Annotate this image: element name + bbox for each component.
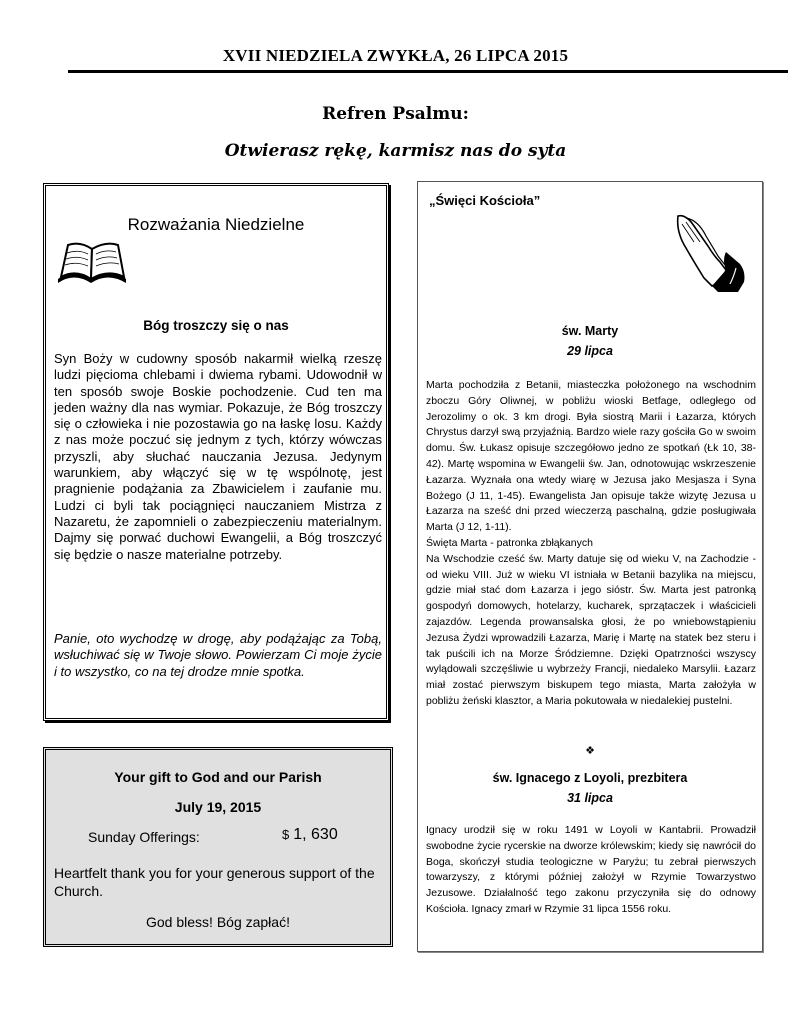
offerings-blessing: God bless! Bóg zapłać! xyxy=(146,914,290,930)
saint-marta-paragraph: Na Wschodzie cześć św. Marty datuje się od wieku V, na Zachodzie - od wieku VIII. Już w wieku VI istniała w Betanii bazylika na miejscu, gdzie miał stać dom Łazarza i jego sióstr. Św. Marta jest patronką gospodyń domowych, hotelarzy, kucharek, sprzątaczek i właścicieli zajazdów. Legenda prowansalska głosi, że po wniebowstąpieniu Jezusa Żydzi wprowadzili Łazarza, Marię i Martę na statek bez steru i tak puścili ich na Morze Śródziemne. Dzięki Opatrzności wszyscy wylądowali szczęśliwie u wybrzeży Francji, niedaleko Marsylii. Łazarz miał zostać pierwszym biskupem tego miasta, Marta założyła w pobliżu żeński klasztor, a Maria pokutowała w niedalekiej pustelni. xyxy=(426,552,756,707)
bulletin-date-title: XVII NIEDZIELA ZWYKŁA, 26 LIPCA 2015 xyxy=(222,46,569,65)
saint-marta-paragraph: Marta pochodziła z Betanii, miasteczka położonego na wschodnim zboczu Góry Oliwnej, w pobliżu wioski Betfage, odległego od Jerozolimy o ok. 3 km drogi. Była siostrą Marii i Łazarza, których Chrystus darzył swą przyjaźnią. Bardzo wiele razy gościła Go w swoim domu. Św. Łukasz opisuje szczegółowo jedno ze spotkań (Łk 10, 38-42). Martę wspomina w Ewangelii św. Jan, odnotowując wskrzeszenie Łazarza. Wyznała ona wtedy wiarę w Jezusa jako Mesjasza i Syna Bożego (J 11, 1-45). Ewangelista Jan opisuje także wizytę Jezusa u Łazarza na sześć dni przed wieczerzą paschalną, gdzie posługiwała Marta (J 12, 1-11). xyxy=(426,379,756,534)
open-book-icon xyxy=(54,239,130,289)
offerings-label: Sunday Offerings: xyxy=(88,829,200,845)
saint-marta-body xyxy=(426,378,756,710)
saints-box xyxy=(417,181,763,952)
praying-hands-icon xyxy=(664,212,752,294)
ornament-divider: ❖ xyxy=(585,745,595,757)
offerings-thanks: Heartfelt thank you for your generous support of the Church. xyxy=(54,865,375,899)
saint-marta-name: św. Marty xyxy=(561,324,619,338)
offerings-amount xyxy=(282,826,338,844)
saint-ignacy-body: Ignacy urodził się w roku 1491 w Loyoli w Kantabrii. Prowadził swobodne życie rycerskie na dworze królewskim; kiedy się nawrócił do Boga, skończył studia teologiczne w Paryżu; tu zebrał pierwszych towarzyszy, z którymi później założył w Rzymie Towarzystwo Jezusowe. Działalność tego zakonu przyczyniła się do odnowy Kościoła. Ignacy zmarł w Rzymie 31 lipca 1556 roku. xyxy=(426,824,756,915)
saint-marta-patron: Święta Marta - patronka zbłąkanych xyxy=(426,536,593,549)
saint-ignacy-date: 31 lipca xyxy=(567,791,613,805)
saints-title: „Święci Kościoła” xyxy=(429,193,541,208)
reflection-body: Syn Boży w cudowny sposób nakarmił wielką rzeszę ludzi pięcioma chlebami i dwiema rybami. Udowodnił w ten sposób swoje Boskie pochodzenie. Cud ten ma jeden ważny dla nas wymiar. Pokazuje, że Bóg troszczy się o człowieka i nie pozostawia go na łaskę losu. Każdy z nas może poczuć się jednym z tych, którzy wówczas przyszli, aby słuchać nauczania Jezusa. Jedynym warunkiem, aby włączyć się w tę wspólnotę, jest pragnienie podążania za Zbawicielem i zaufanie mu. Ludzi ci byli tak pociągnięci nauczaniem Mistrza z Nazaretu, że zapomnieli o zabezpieczeniu materialnym. Dajmy się porwać duchowi Ewangelii, a Bóg troszczyć się będzie o nasze materialne potrzeby. xyxy=(54,351,382,562)
reflection-box xyxy=(43,183,389,721)
reflection-subtitle: Bóg troszczy się o nas xyxy=(143,318,289,333)
currency-symbol: $ xyxy=(282,827,290,842)
psalm-refrain: Otwierasz rękę, karmisz nas do syta xyxy=(224,141,567,161)
reflection-prayer: Panie, oto wychodzę w drogę, aby podążając za Tobą, wsłuchiwać się w Twoje słowo. Powierzam Ci moje życie i to wszystko, co na tej drodze mnie spotka. xyxy=(54,631,382,679)
reflection-title: Rozważania Niedzielne xyxy=(127,215,305,234)
offerings-box xyxy=(43,747,393,947)
offerings-title: Your gift to God and our Parish xyxy=(114,769,322,785)
saint-marta-date: 29 lipca xyxy=(567,344,613,358)
saint-ignacy-name: św. Ignacego z Loyoli, prezbitera xyxy=(492,771,688,785)
psalm-heading: Refren Psalmu: xyxy=(322,104,469,124)
offerings-date: July 19, 2015 xyxy=(174,799,262,815)
header-divider xyxy=(68,70,788,73)
amount-value: 1, 630 xyxy=(293,826,338,843)
